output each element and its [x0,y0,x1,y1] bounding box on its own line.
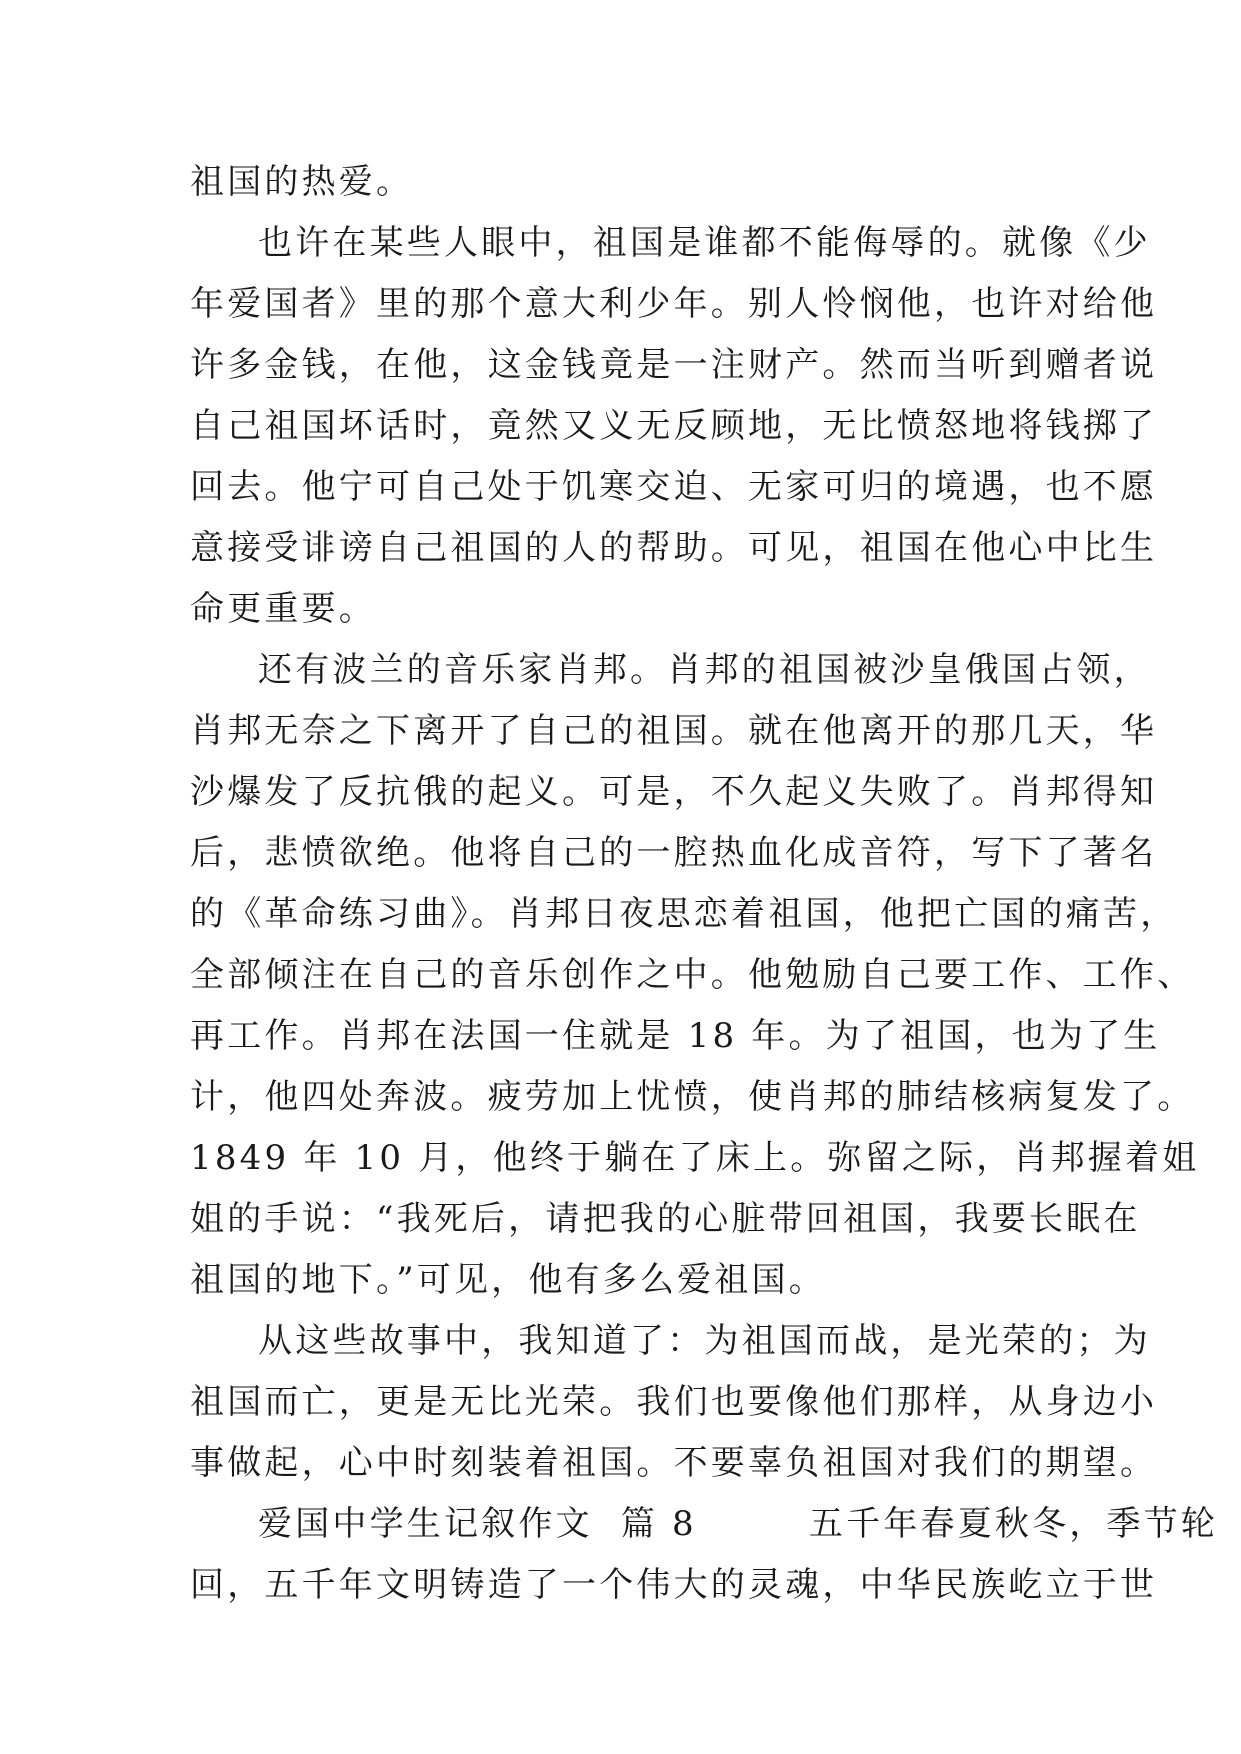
text-line: 计，他四处奔波。疲劳加上忧愤，使肖邦的肺结核病复发了。 [190,1077,1195,1117]
section-heading-line: 爱国中学生记叙作文 篇 8 五千年春夏秋冬，季节轮 [258,1504,1219,1544]
text-line: 命更重要。 [190,589,376,629]
text-line: 许多金钱，在他，这金钱竟是一注财产。然而当听到赠者说 [190,345,1158,385]
text-line: 回去。他宁可自己处于饥寒交迫、无家可归的境遇，也不愿 [190,467,1158,507]
text-line: 事做起，心中时刻装着祖国。不要辜负祖国对我们的期望。 [190,1443,1158,1483]
text-line: 意接受诽谤自己祖国的人的帮助。可见，祖国在他心中比生 [190,528,1158,568]
text-line: 肖邦无奈之下离开了自己的祖国。就在他离开的那几天，华 [190,711,1158,751]
text-line: 祖国的热爱。 [190,162,414,202]
text-line: 回，五千年文明铸造了一个伟大的灵魂，中华民族屹立于世 [190,1565,1158,1605]
article-body [190,152,1219,1616]
text-line: 后，悲愤欲绝。他将自己的一腔热血化成音符，写下了著名 [190,833,1158,873]
text-line: 1849 年 10 月，他终于躺在了床上。弥留之际，肖邦握着姐 [190,1138,1200,1178]
paragraph-start-line: 还有波兰的音乐家肖邦。肖邦的祖国被沙皇俄国占领， [258,650,1151,690]
text-line: 祖国而亡，更是无比光荣。我们也要像他们那样，从身边小 [190,1382,1158,1422]
text-line: 自己祖国坏话时，竟然又义无反顾地，无比愤怒地将钱掷了 [190,406,1158,446]
text-line: 再工作。肖邦在法国一住就是 18 年。为了祖国，也为了生 [190,1016,1161,1056]
text-line: 祖国的地下。”可见，他有多么爱祖国。 [190,1260,826,1300]
text-line: 沙爆发了反抗俄的起义。可是，不久起义失败了。肖邦得知 [190,772,1158,812]
text-line: 姐的手说：“我死后，请把我的心脏带回祖国，我要长眠在 [190,1199,1141,1239]
text-line: 的《革命练习曲》。肖邦日夜思恋着祖国，他把亡国的痛苦， [190,894,1178,934]
text-line: 全部倾注在自己的音乐创作之中。他勉励自己要工作、工作、 [190,955,1195,995]
paragraph-start-line: 也许在某些人眼中，祖国是谁都不能侮辱的。就像《少 [258,223,1151,263]
paragraph-start-line: 从这些故事中，我知道了：为祖国而战，是光荣的；为 [258,1321,1151,1361]
text-line: 年爱国者》里的那个意大利少年。别人怜悯他，也许对给他 [190,284,1158,324]
